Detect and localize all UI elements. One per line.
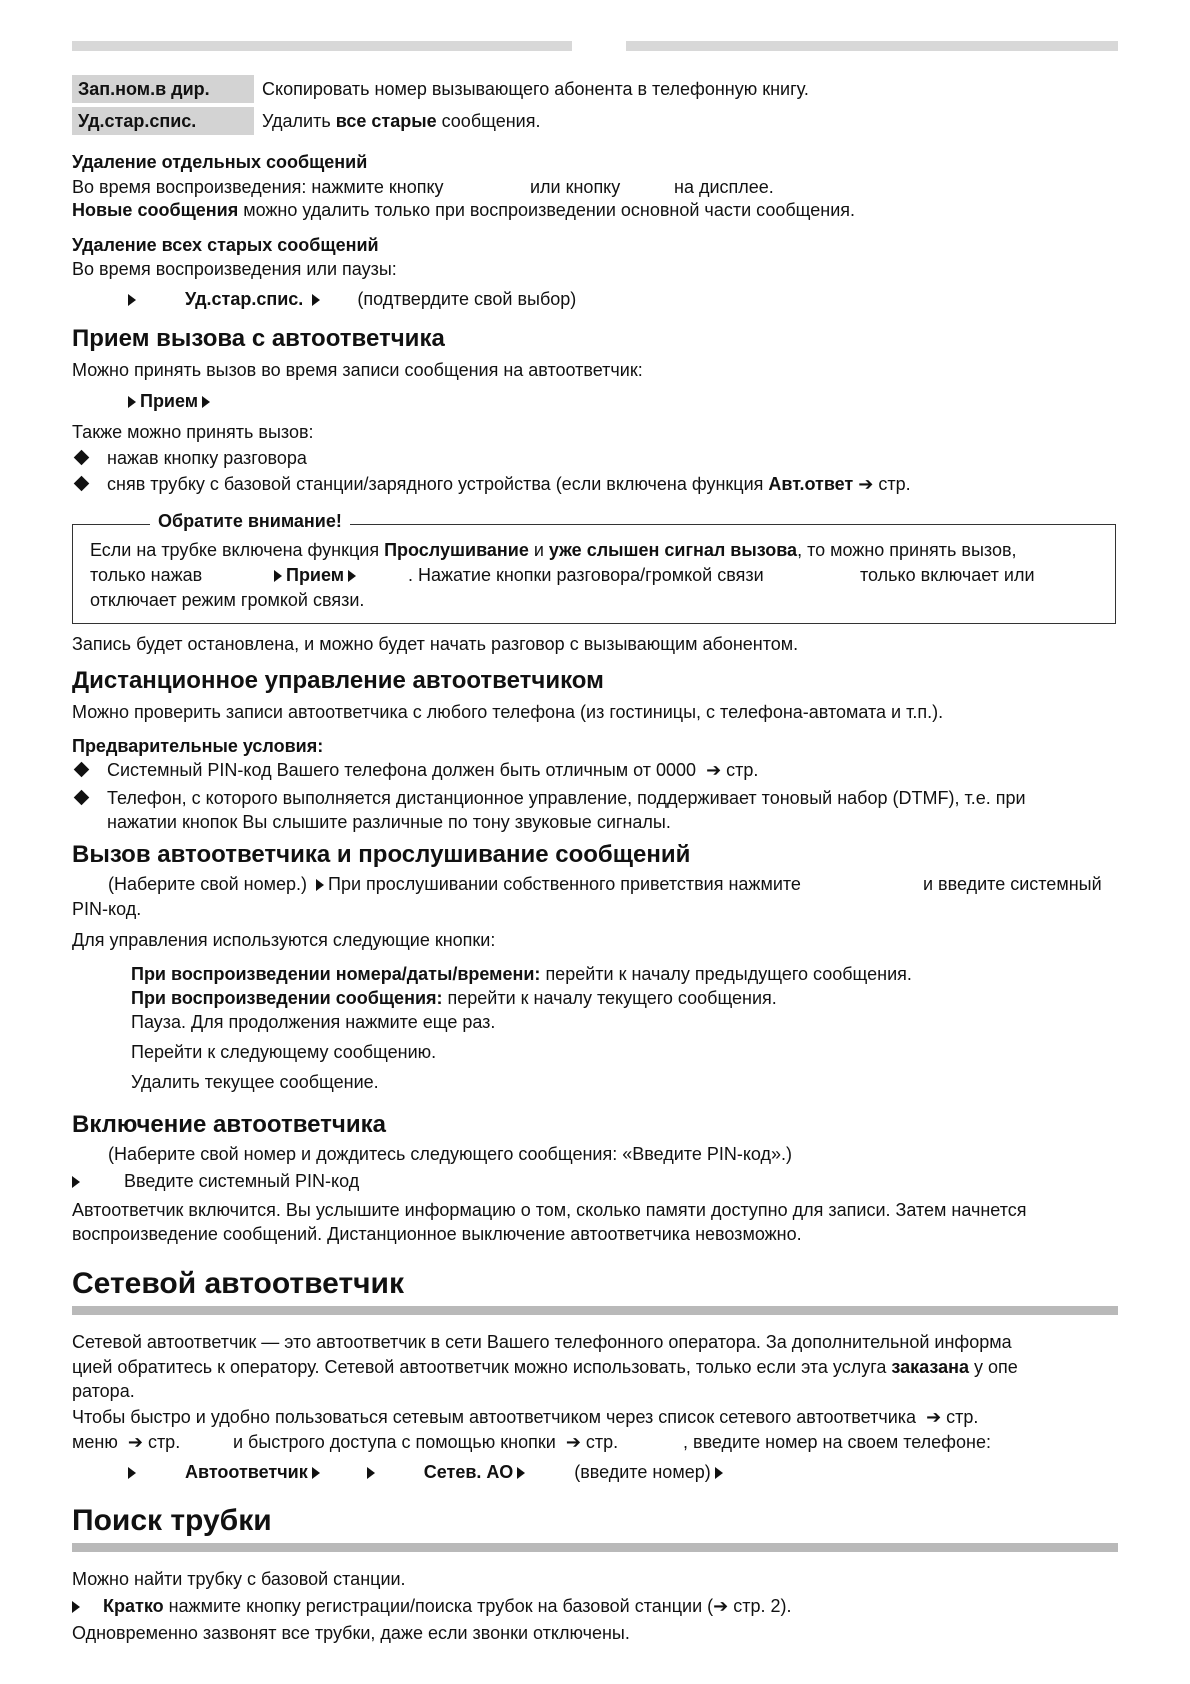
- remote-bullet1: Системный PIN-код Вашего телефона должен быть отличным от 0000 ➔ стр.: [107, 760, 759, 780]
- accept-call-bullet2: сняв трубку с базовой станции/зарядного устройства (если включена функция Авт.ответ ➔ стр.: [107, 474, 911, 494]
- del-single-line2: Новые сообщения можно удалить только при воспроизведении основной части сообщения.: [72, 200, 856, 220]
- step-arrow-icon: [72, 1601, 80, 1613]
- find-line2: Кратко нажмите кнопку регистрации/поиска трубок на базовой станции (➔ стр. 2).: [72, 1594, 792, 1618]
- remote-title: Дистанционное управление автоответчиком: [72, 667, 604, 694]
- remote-line1: Можно проверить записи автоответчика с любого телефона (из гостиницы, с телефона-автомата и т.п.).: [72, 702, 944, 722]
- step-arrow-icon: [348, 570, 356, 582]
- key-next-msg: Перейти к следующему сообщению.: [131, 1042, 437, 1062]
- step-arrow-icon: [715, 1467, 723, 1479]
- step-arrow-icon: [128, 294, 136, 306]
- bullet-diamond-icon: [74, 762, 90, 778]
- del-single-line1-a: Во время воспроизведения: нажмите кнопку: [72, 177, 444, 197]
- enable-title: Включение автоответчика: [72, 1111, 386, 1138]
- note-line1: Если на трубке включена функция Прослушивание и уже слышен сигнал вызова, то можно принять вызов,: [90, 540, 1017, 560]
- del-single-line1-b: или кнопку: [530, 177, 621, 197]
- header-bar-left: [72, 41, 572, 51]
- after-note-text: Запись будет остановлена, и можно будет начать разговор с вызывающим абонентом.: [72, 634, 799, 654]
- network-p1-l2: цией обратитесь к оператору. Сетевой автоответчик можно использовать, только если эта услуга заказана у опе: [72, 1357, 1018, 1377]
- enable-line1: (Наберите свой номер и дождитесь следующего сообщения: «Введите PIN-код».): [108, 1144, 793, 1164]
- note-line2-c: только включает или: [860, 565, 1035, 585]
- network-p2-l2-a: меню ➔ стр.: [72, 1432, 181, 1452]
- enable-line4: воспроизведение сообщений. Дистанционное выключение автоответчика невозможно.: [72, 1224, 802, 1244]
- step-arrow-icon: [316, 879, 324, 891]
- key-current-msg: При воспроизведении сообщения: перейти к началу текущего сообщения.: [131, 988, 777, 1008]
- network-p1-l3: ратора.: [72, 1381, 135, 1401]
- find-section-bar: [72, 1543, 1118, 1552]
- ref-arrow-icon: ➔: [926, 1407, 942, 1427]
- note-line2-b: . Нажатие кнопки разговора/громкой связи: [408, 565, 764, 585]
- step-arrow-icon: [128, 1467, 136, 1479]
- menu-desc-delete-old: Удалить все старые сообщения.: [262, 111, 541, 131]
- key-prev-msg: При воспроизведении номера/даты/времени: перейти к началу предыдущего сообщения.: [131, 964, 912, 984]
- accept-step-label: Прием: [140, 391, 199, 411]
- note-line2-a: только нажав: [90, 565, 203, 585]
- step-arrow-icon: [202, 396, 210, 408]
- network-p2-l1: Чтобы быстро и удобно пользоваться сетевым автоответчиком через список сетевого автоответчика ➔ стр.: [72, 1407, 979, 1427]
- del-single-line1-c: на дисплее.: [674, 177, 774, 197]
- ref-arrow-icon: ➔: [713, 1596, 729, 1616]
- bullet-diamond-icon: [74, 790, 90, 806]
- remote-call-line1-a: (Наберите свой номер.) При прослушивании собственного приветствия нажмите: [108, 874, 801, 894]
- ref-arrow-icon: ➔: [706, 760, 722, 780]
- remote-call-line1-c: и введите системный: [923, 874, 1102, 894]
- note-line3: отключает режим громкой связи.: [90, 590, 365, 610]
- remote-call-line2: PIN-код.: [72, 899, 142, 919]
- network-section-bar: [72, 1306, 1118, 1315]
- network-p1-l1: Сетевой автоответчик — это автоответчик в сети Вашего телефонного оператора. За дополнительной информа: [72, 1332, 1012, 1352]
- find-line1: Можно найти трубку с базовой станции.: [72, 1569, 406, 1589]
- bullet-diamond-icon: [74, 476, 90, 492]
- key-delete-msg: Удалить текущее сообщение.: [131, 1072, 379, 1092]
- del-all-step-menu: Уд.стар.спис.: [185, 289, 304, 309]
- step-arrow-icon: [72, 1176, 80, 1188]
- menu-desc-copy-to-directory: Скопировать номер вызывающего абонента в телефонную книгу.: [262, 79, 809, 99]
- network-p2-l2-e: , введите номер на своем телефоне:: [683, 1432, 991, 1452]
- find-line3: Одновременно зазвонят все трубки, даже если звонки отключены.: [72, 1623, 630, 1643]
- accept-call-line1: Можно принять вызов во время записи сообщения на автоответчик:: [72, 360, 643, 380]
- step-arrow-icon: [274, 570, 282, 582]
- step-arrow-icon: [312, 294, 320, 306]
- accept-call-step: [124, 389, 214, 413]
- del-all-line1: Во время воспроизведения или паузы:: [72, 259, 397, 279]
- del-all-step-note: (подтвердите свой выбор): [357, 289, 577, 309]
- enable-line2: Введите системный PIN-код: [72, 1169, 359, 1193]
- del-all-title: Удаление всех старых сообщений: [72, 235, 379, 255]
- remote-bullet2-l1: Телефон, с которого выполняется дистанционное управление, поддерживает тоновый набор (DTMF), т.е. при: [107, 788, 1026, 808]
- bullet-diamond-icon: [74, 450, 90, 466]
- ref-arrow-icon: ➔: [858, 474, 874, 494]
- network-steps: Автоответчик Сетев. АО (введите номер): [124, 1460, 727, 1484]
- accept-call-title: Прием вызова с автоответчика: [72, 325, 445, 352]
- enable-line3: Автоответчик включится. Вы услышите информацию о том, сколько памяти доступно для записи. Затем начнется: [72, 1200, 1027, 1220]
- note-line2-step: Прием: [270, 563, 360, 587]
- ref-arrow-icon: ➔: [127, 1432, 143, 1452]
- accept-call-bullet1: нажав кнопку разговора: [107, 448, 307, 468]
- remote-call-line3: Для управления используются следующие кнопки:: [72, 930, 496, 950]
- network-p2-l2-c: и быстрого доступа с помощью кнопки ➔ стр.: [233, 1432, 619, 1452]
- step-arrow-icon: [128, 396, 136, 408]
- find-title: Поиск трубки: [72, 1504, 272, 1537]
- menu-option-delete-old: Уд.стар.спис.: [72, 107, 254, 135]
- del-all-step: [124, 287, 576, 311]
- remote-call-title: Вызов автоответчика и прослушивание сообщений: [72, 841, 691, 868]
- del-single-title: Удаление отдельных сообщений: [72, 152, 368, 172]
- key-pause: Пауза. Для продолжения нажмите еще раз.: [131, 1012, 496, 1032]
- ref-arrow-icon: ➔: [565, 1432, 581, 1452]
- network-title: Сетевой автоответчик: [72, 1267, 405, 1300]
- step-arrow-icon: [517, 1467, 525, 1479]
- step-arrow-icon: [312, 1467, 320, 1479]
- remote-pre-title: Предварительные условия:: [72, 736, 324, 756]
- accept-call-line2: Также можно принять вызов:: [72, 422, 314, 442]
- remote-bullet2-l2: нажатии кнопок Вы слышите различные по тону звуковые сигналы.: [107, 812, 671, 832]
- header-bar-right: [626, 41, 1118, 51]
- step-arrow-icon: [367, 1467, 375, 1479]
- note-title: Обратите внимание!: [150, 508, 350, 534]
- menu-option-copy-to-directory: Зап.ном.в дир.: [72, 75, 254, 103]
